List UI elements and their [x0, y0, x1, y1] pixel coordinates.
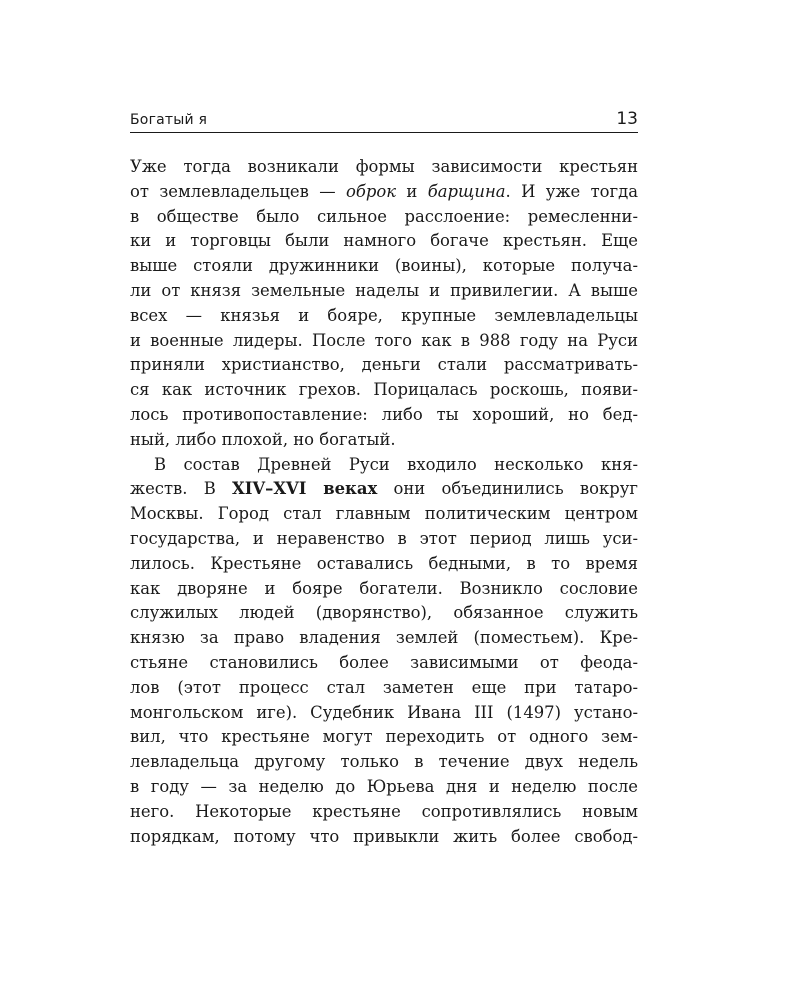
text-line: приняли христианство, деньги стали рассматривать- [130, 355, 638, 375]
text-line: служилых людей (дворянство), обязанное служить [130, 603, 638, 623]
text-line: в обществе было сильное расслоение: ремесленни- [130, 206, 638, 226]
body-text [130, 155, 638, 849]
text-line: и военные лидеры. После того как в 988 году на Руси [130, 330, 638, 350]
italic-term-obrok: оброк [345, 181, 397, 201]
paragraph-2 [130, 453, 638, 850]
text-line: лось противопоставление: либо ты хороший, но бед- [130, 404, 638, 424]
bold-term-centuries: XIV–XVI веках [232, 479, 378, 499]
text-line: выше стояли дружинники (воины), которые получа- [130, 256, 638, 276]
text-line: левладельца другому только в течение двух недель [130, 752, 638, 772]
text-line: Уже тогда возникали формы зависимости крестьян [130, 157, 638, 176]
text-line: вил, что крестьяне могут переходить от одного зем- [130, 727, 638, 747]
text-line: В состав Древней Руси входило несколько кня- [154, 454, 638, 474]
paragraph-1 [130, 155, 638, 453]
text-line: Москвы. Город стал главным политическим центром [130, 504, 638, 524]
running-title: Богатый я [130, 112, 208, 128]
text-line: всех — князья и бояре, крупные землевладельцы [130, 305, 638, 325]
text-line: государства, и неравенство в этот период лишь уси- [130, 528, 638, 548]
text-line: ный, либо плохой, но богатый. [130, 429, 396, 449]
running-head [130, 108, 638, 133]
text-line: ки и торговцы были намного богаче крестьян. Еще [130, 231, 638, 251]
text-line: стьяне становились более зависимыми от феода- [130, 652, 638, 672]
text-line: него. Некоторые крестьяне сопротивлялись новым [130, 801, 638, 821]
italic-term-barshchina: барщина [427, 181, 506, 201]
text-line: от землевладельцев — оброк и барщина. И уже тогда [130, 181, 638, 201]
page-number: 13 [616, 109, 638, 129]
text-line: жеств. В XIV–XVI веках они объединились вокруг [130, 479, 638, 499]
text-line: ся как источник грехов. Порицалась роскошь, появи- [130, 380, 638, 400]
text-line: как дворяне и бояре богатели. Возникло сословие [130, 578, 638, 598]
text-line: монгольском иге). Судебник Ивана III (1497) устано- [130, 702, 638, 722]
text-line: князю за право владения землей (поместьем). Кре- [130, 628, 638, 648]
text-line: лилось. Крестьяне оставались бедными, в то время [130, 553, 638, 573]
text-line: в году — за неделю до Юрьева дня и неделю после [130, 776, 638, 796]
text-line: лов (этот процесс стал заметен еще при татаро- [130, 677, 638, 697]
text-line: ли от князя земельные наделы и привилегии. А выше [130, 280, 638, 300]
text-line: порядкам, потому что привыкли жить более свобод- [130, 826, 638, 846]
